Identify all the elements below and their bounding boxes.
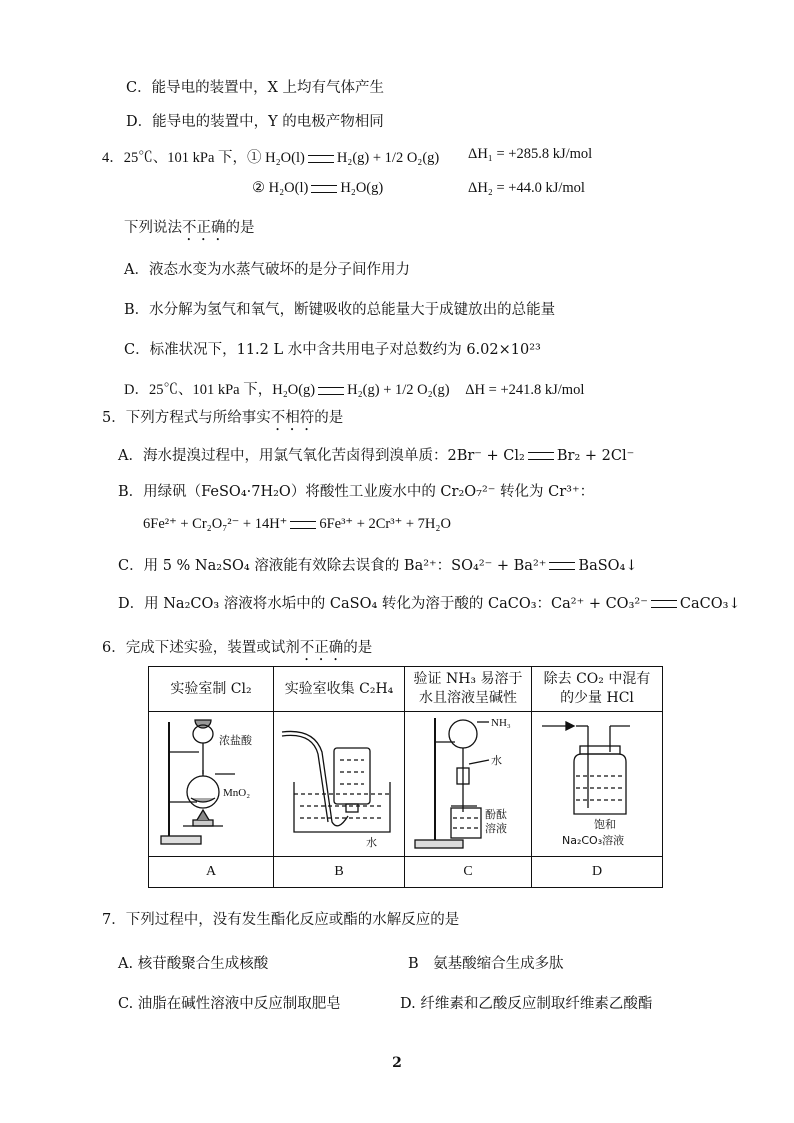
q5-option-c bbox=[118, 554, 638, 575]
q4-eq2-prefix: ② bbox=[252, 180, 265, 196]
q5-stem-c: 的是 bbox=[314, 410, 344, 426]
q4-eq1-right: H₂(g) + 1/2 O₂(g) bbox=[336, 150, 440, 166]
q6-header-a: 实验室制 Cl₂ bbox=[149, 667, 274, 712]
q5-option-c-left: C．用 5 % Na₂SO₄ 溶液能有效除去误食的 Ba²⁺：SO₄²⁻ + Ba²⁺ bbox=[118, 558, 547, 574]
q4-stem-emphasis: 不正确 bbox=[182, 220, 226, 236]
equilibrium-arrow-icon bbox=[311, 185, 337, 193]
q4-stem bbox=[124, 216, 255, 244]
q4-option-d-right: H₂(g) + 1/2 O₂(g) bbox=[347, 382, 450, 398]
q4-option-d-dh: ΔH = +241.8 kJ/mol bbox=[465, 382, 585, 398]
q7-option-c: C. 油脂在碱性溶液中反应制取肥皂 bbox=[118, 996, 341, 1012]
chlorine-generator-diagram bbox=[149, 712, 273, 852]
label-na2co3-solution: Na₂CO₃溶液 bbox=[562, 834, 625, 847]
ethylene-collection-diagram bbox=[274, 712, 404, 852]
q4-dh1: ΔH₁ = +285.8 kJ/mol bbox=[468, 146, 593, 162]
label-water-b: 水 bbox=[366, 836, 377, 849]
q4-stem-a: 下列说法 bbox=[124, 220, 182, 236]
q6-letter-d: D bbox=[532, 857, 663, 888]
q4-option-a: A．液态水变为水蒸气破坏的是分子间作用力 bbox=[124, 262, 410, 278]
q4-eq2-right: H₂O(g) bbox=[340, 180, 384, 196]
label-nh3: NH₃ bbox=[491, 717, 511, 729]
q6-header-c: 验证 NH₃ 易溶于水且溶液呈碱性 bbox=[405, 667, 532, 712]
q4-eq1-left: H₂O(l) bbox=[265, 150, 305, 166]
q5-option-d bbox=[118, 592, 741, 613]
q6-stem-c: 的是 bbox=[343, 640, 373, 656]
q6-header-b: 实验室收集 C₂H₄ bbox=[274, 667, 405, 712]
q4-option-d-left: D．25℃、101 kPa 下，H₂O(g) bbox=[124, 382, 316, 398]
equilibrium-arrow-icon bbox=[549, 562, 575, 570]
equilibrium-arrow-icon bbox=[528, 452, 554, 460]
q6-header-d: 除去 CO₂ 中混有的少量 HCl bbox=[532, 667, 663, 712]
page-number: 2 bbox=[392, 1055, 402, 1071]
q5-option-a-left: A．海水提溴过程中，用氯气氧化苦卤得到溴单质：2Br⁻ + Cl₂ bbox=[118, 448, 525, 464]
q7-stem: 7．下列过程中，没有发生酯化反应或酯的水解反应的是 bbox=[102, 912, 460, 928]
q5-option-b-eq-right: 6Fe³⁺ + 2Cr³⁺ + 7H₂O bbox=[319, 516, 451, 532]
q4-number: 4．25℃、101 kPa 下，① bbox=[102, 150, 262, 166]
q7-option-d: D. 纤维素和乙酸反应制取纤维素乙酸酯 bbox=[400, 996, 653, 1012]
q6-diagram-b bbox=[274, 712, 405, 857]
q5-stem-emphasis: 不相符 bbox=[270, 410, 315, 426]
q3-option-d: D．能导电的装置中，Y 的电极产物相同 bbox=[126, 114, 384, 130]
gas-washing-bottle-diagram bbox=[532, 712, 662, 852]
q5-stem-a: 5．下列方程式与所给事实 bbox=[102, 410, 271, 426]
label-solution: 溶液 bbox=[485, 822, 507, 835]
label-saturated: 饱和 bbox=[594, 818, 616, 831]
q4-option-d bbox=[124, 378, 584, 399]
q5-option-d-left: D．用 Na₂CO₃ 溶液将水垢中的 CaSO₄ 转化为溶于酸的 CaCO₃：Ca²⁺ + CO₃²⁻ bbox=[118, 596, 648, 612]
equilibrium-arrow-icon bbox=[651, 600, 677, 608]
equilibrium-arrow-icon bbox=[290, 521, 316, 529]
q4-equation-2 bbox=[252, 180, 383, 197]
q4-stem-c: 的是 bbox=[225, 220, 255, 236]
q4-option-c: C．标准状况下，11.2 L 水中含共用电子对总数约为 6.02×10²³ bbox=[124, 342, 541, 358]
q5-stem bbox=[102, 406, 343, 434]
ammonia-fountain-diagram bbox=[405, 712, 531, 852]
q7-option-a: A. 核苷酸聚合生成核酸 bbox=[118, 956, 269, 972]
label-phenolphthalein: 酚酞 bbox=[485, 808, 507, 821]
q5-option-d-right: CaCO₃↓ bbox=[679, 596, 741, 612]
q6-letter-c: C bbox=[405, 857, 532, 888]
label-mno2: MnO₂ bbox=[223, 787, 251, 799]
q5-option-c-right: BaSO₄↓ bbox=[578, 558, 638, 574]
label-conc-hcl: 浓盐酸 bbox=[219, 734, 252, 747]
q6-diagram-a bbox=[149, 712, 274, 857]
q6-letter-a: A bbox=[149, 857, 274, 888]
equilibrium-arrow-icon bbox=[318, 387, 344, 395]
q4-dh2: ΔH₂ = +44.0 kJ/mol bbox=[468, 180, 585, 196]
q6-diagram-d bbox=[532, 712, 663, 857]
q7-option-b: B 氨基酸缩合生成多肽 bbox=[408, 956, 564, 972]
q4-equation-1 bbox=[102, 146, 439, 167]
q6-stem bbox=[102, 636, 372, 664]
q5-option-a-right: Br₂ + 2Cl⁻ bbox=[556, 448, 635, 464]
q6-letter-b: B bbox=[274, 857, 405, 888]
q5-option-b: B．用绿矾（FeSO₄·7H₂O）将酸性工业废水中的 Cr₂O₇²⁻ 转化为 Cr³⁺： bbox=[118, 484, 595, 500]
q6-stem-emphasis: 不正确 bbox=[299, 640, 344, 656]
q6-diagram-c bbox=[405, 712, 532, 857]
q5-option-b-eq-left: 6Fe²⁺ + Cr₂O₇²⁻ + 14H⁺ bbox=[143, 516, 288, 532]
equilibrium-arrow-icon bbox=[308, 155, 334, 163]
q4-option-b: B．水分解为氢气和氧气，断键吸收的总能量大于成键放出的总能量 bbox=[124, 302, 556, 318]
q6-apparatus-table bbox=[148, 666, 663, 888]
label-water-c: 水 bbox=[491, 754, 502, 767]
q3-option-c: C．能导电的装置中，X 上均有气体产生 bbox=[126, 80, 385, 96]
q4-eq2-left: H₂O(l) bbox=[268, 180, 309, 196]
q5-option-b-equation bbox=[143, 516, 451, 533]
q6-stem-a: 6．完成下述实验，装置或试剂 bbox=[102, 640, 300, 656]
q5-option-a bbox=[118, 444, 634, 465]
